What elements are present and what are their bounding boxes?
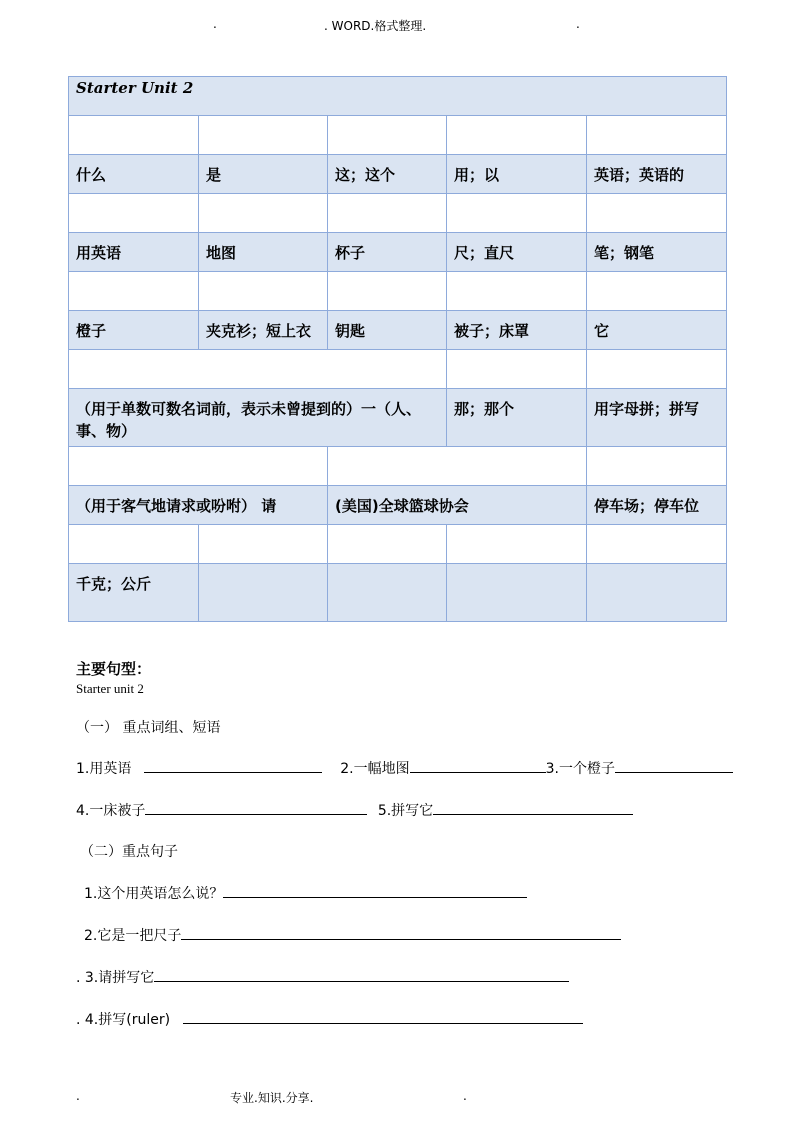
table-cell-blank[interactable] (587, 525, 727, 564)
table-cell: （用于单数可数名词前，表示未曾提到的）一（人、事、物） (69, 389, 447, 447)
table-cell: 这；这个 (328, 155, 447, 194)
sentence-3: . 3.请拼写它 (76, 970, 155, 986)
table-row-blank (69, 447, 727, 486)
table-cell-blank[interactable] (199, 116, 328, 155)
table-cell-blank[interactable] (69, 272, 199, 311)
phrase-5: 5.拼写它 (377, 803, 434, 819)
table-cell: 千克；公斤 (69, 564, 199, 622)
sentence-2: 2.它是一把尺子 (84, 928, 182, 944)
sentence-line-1 (84, 883, 527, 903)
table-cell: 笔；钢笔 (587, 233, 727, 272)
table-cell: 它 (587, 311, 727, 350)
table-cell: 英语；英语的 (587, 155, 727, 194)
header-left-dot: . (213, 17, 217, 31)
answer-blank[interactable] (181, 925, 621, 940)
table-cell-blank[interactable] (328, 272, 447, 311)
footer-right-dot: . (463, 1089, 467, 1103)
table-row-blank (69, 116, 727, 155)
phrase-line-2 (76, 800, 633, 820)
table-cell-blank[interactable] (447, 272, 587, 311)
table-cell-blank[interactable] (328, 116, 447, 155)
table-row-blank (69, 194, 727, 233)
table-row (69, 389, 727, 447)
answer-blank[interactable] (144, 758, 322, 773)
table-cell-blank[interactable] (328, 447, 587, 486)
table-cell-blank[interactable] (587, 194, 727, 233)
sentence-line-3 (76, 967, 569, 987)
table-cell: 什么 (69, 155, 199, 194)
table-cell: 橙子 (69, 311, 199, 350)
phrase-line-1 (76, 758, 733, 778)
table-cell-blank[interactable] (69, 525, 199, 564)
section-title: 主要句型： (76, 660, 152, 678)
table-cell: 用；以 (447, 155, 587, 194)
table-cell-blank[interactable] (447, 194, 587, 233)
table-cell: 是 (199, 155, 328, 194)
part-two-heading: （二）重点句子 (80, 844, 178, 860)
table-row (69, 486, 727, 525)
table-cell-blank[interactable] (447, 350, 587, 389)
vocabulary-table (68, 76, 727, 622)
page-header (0, 17, 794, 33)
table-cell: 地图 (199, 233, 328, 272)
answer-blank[interactable] (615, 758, 733, 773)
header-center: . WORD.格式整理. (324, 19, 427, 33)
answer-blank[interactable] (145, 800, 367, 815)
answer-blank[interactable] (410, 758, 546, 773)
table-cell-blank[interactable] (328, 194, 447, 233)
table-cell-blank[interactable] (69, 447, 328, 486)
table-cell-blank[interactable] (69, 116, 199, 155)
table-cell-blank[interactable] (69, 194, 199, 233)
table-cell: 杯子 (328, 233, 447, 272)
table-row-blank (69, 525, 727, 564)
table-cell-blank[interactable] (328, 564, 447, 622)
table-row (69, 155, 727, 194)
phrase-1: 1.用英语 (76, 761, 132, 777)
table-cell-blank[interactable] (447, 525, 587, 564)
table-row-blank (69, 272, 727, 311)
table-row (69, 233, 727, 272)
table-cell-blank[interactable] (587, 564, 727, 622)
phrase-4: 4.一床被子 (76, 803, 146, 819)
phrase-2: 2.一幅地图 (340, 761, 410, 777)
table-cell-blank[interactable] (199, 272, 328, 311)
table-cell-blank[interactable] (587, 116, 727, 155)
table-row-blank (69, 350, 727, 389)
table-cell: 那；那个 (447, 389, 587, 447)
table-row (69, 564, 727, 622)
table-cell-blank[interactable] (587, 350, 727, 389)
footer-left-dot: . (76, 1089, 80, 1103)
answer-blank[interactable] (154, 967, 569, 982)
table-cell: 停车场；停车位 (587, 486, 727, 525)
sentence-4: . 4.拼写(ruler) (76, 1012, 171, 1028)
section-subtitle: Starter unit 2 (76, 681, 144, 696)
table-cell: (美国)全球篮球协会 (328, 486, 587, 525)
table-cell-blank[interactable] (328, 525, 447, 564)
answer-blank[interactable] (223, 883, 527, 898)
sentence-line-4 (76, 1009, 583, 1029)
answer-blank[interactable] (183, 1009, 583, 1024)
table-title-row (69, 77, 727, 116)
table-cell-blank[interactable] (447, 116, 587, 155)
sentence-line-2 (84, 925, 621, 945)
table-cell-blank[interactable] (199, 194, 328, 233)
footer-center: 专业.知识.分享. (230, 1091, 314, 1105)
header-right-dot: . (576, 17, 580, 31)
table-cell: 尺；直尺 (447, 233, 587, 272)
page-footer (0, 1089, 794, 1105)
table-title: Starter Unit 2 (69, 77, 727, 116)
table-cell: 钥匙 (328, 311, 447, 350)
phrase-3: 3.一个橙子 (545, 761, 615, 777)
table-cell: （用于客气地请求或吩咐） 请 (69, 486, 328, 525)
table-cell: 用字母拼；拼写 (587, 389, 727, 447)
table-cell: 被子；床罩 (447, 311, 587, 350)
part-one-heading: （一） 重点词组、短语 (76, 720, 221, 736)
table-cell-blank[interactable] (199, 525, 328, 564)
table-cell-blank[interactable] (199, 564, 328, 622)
answer-blank[interactable] (433, 800, 633, 815)
table-cell-blank[interactable] (69, 350, 447, 389)
table-cell-blank[interactable] (587, 447, 727, 486)
table-cell-blank[interactable] (587, 272, 727, 311)
table-cell-blank[interactable] (447, 564, 587, 622)
table-row (69, 311, 727, 350)
sentence-1: 1.这个用英语怎么说？ (84, 886, 224, 902)
table-cell: 夹克衫；短上衣 (199, 311, 328, 350)
table-cell: 用英语 (69, 233, 199, 272)
